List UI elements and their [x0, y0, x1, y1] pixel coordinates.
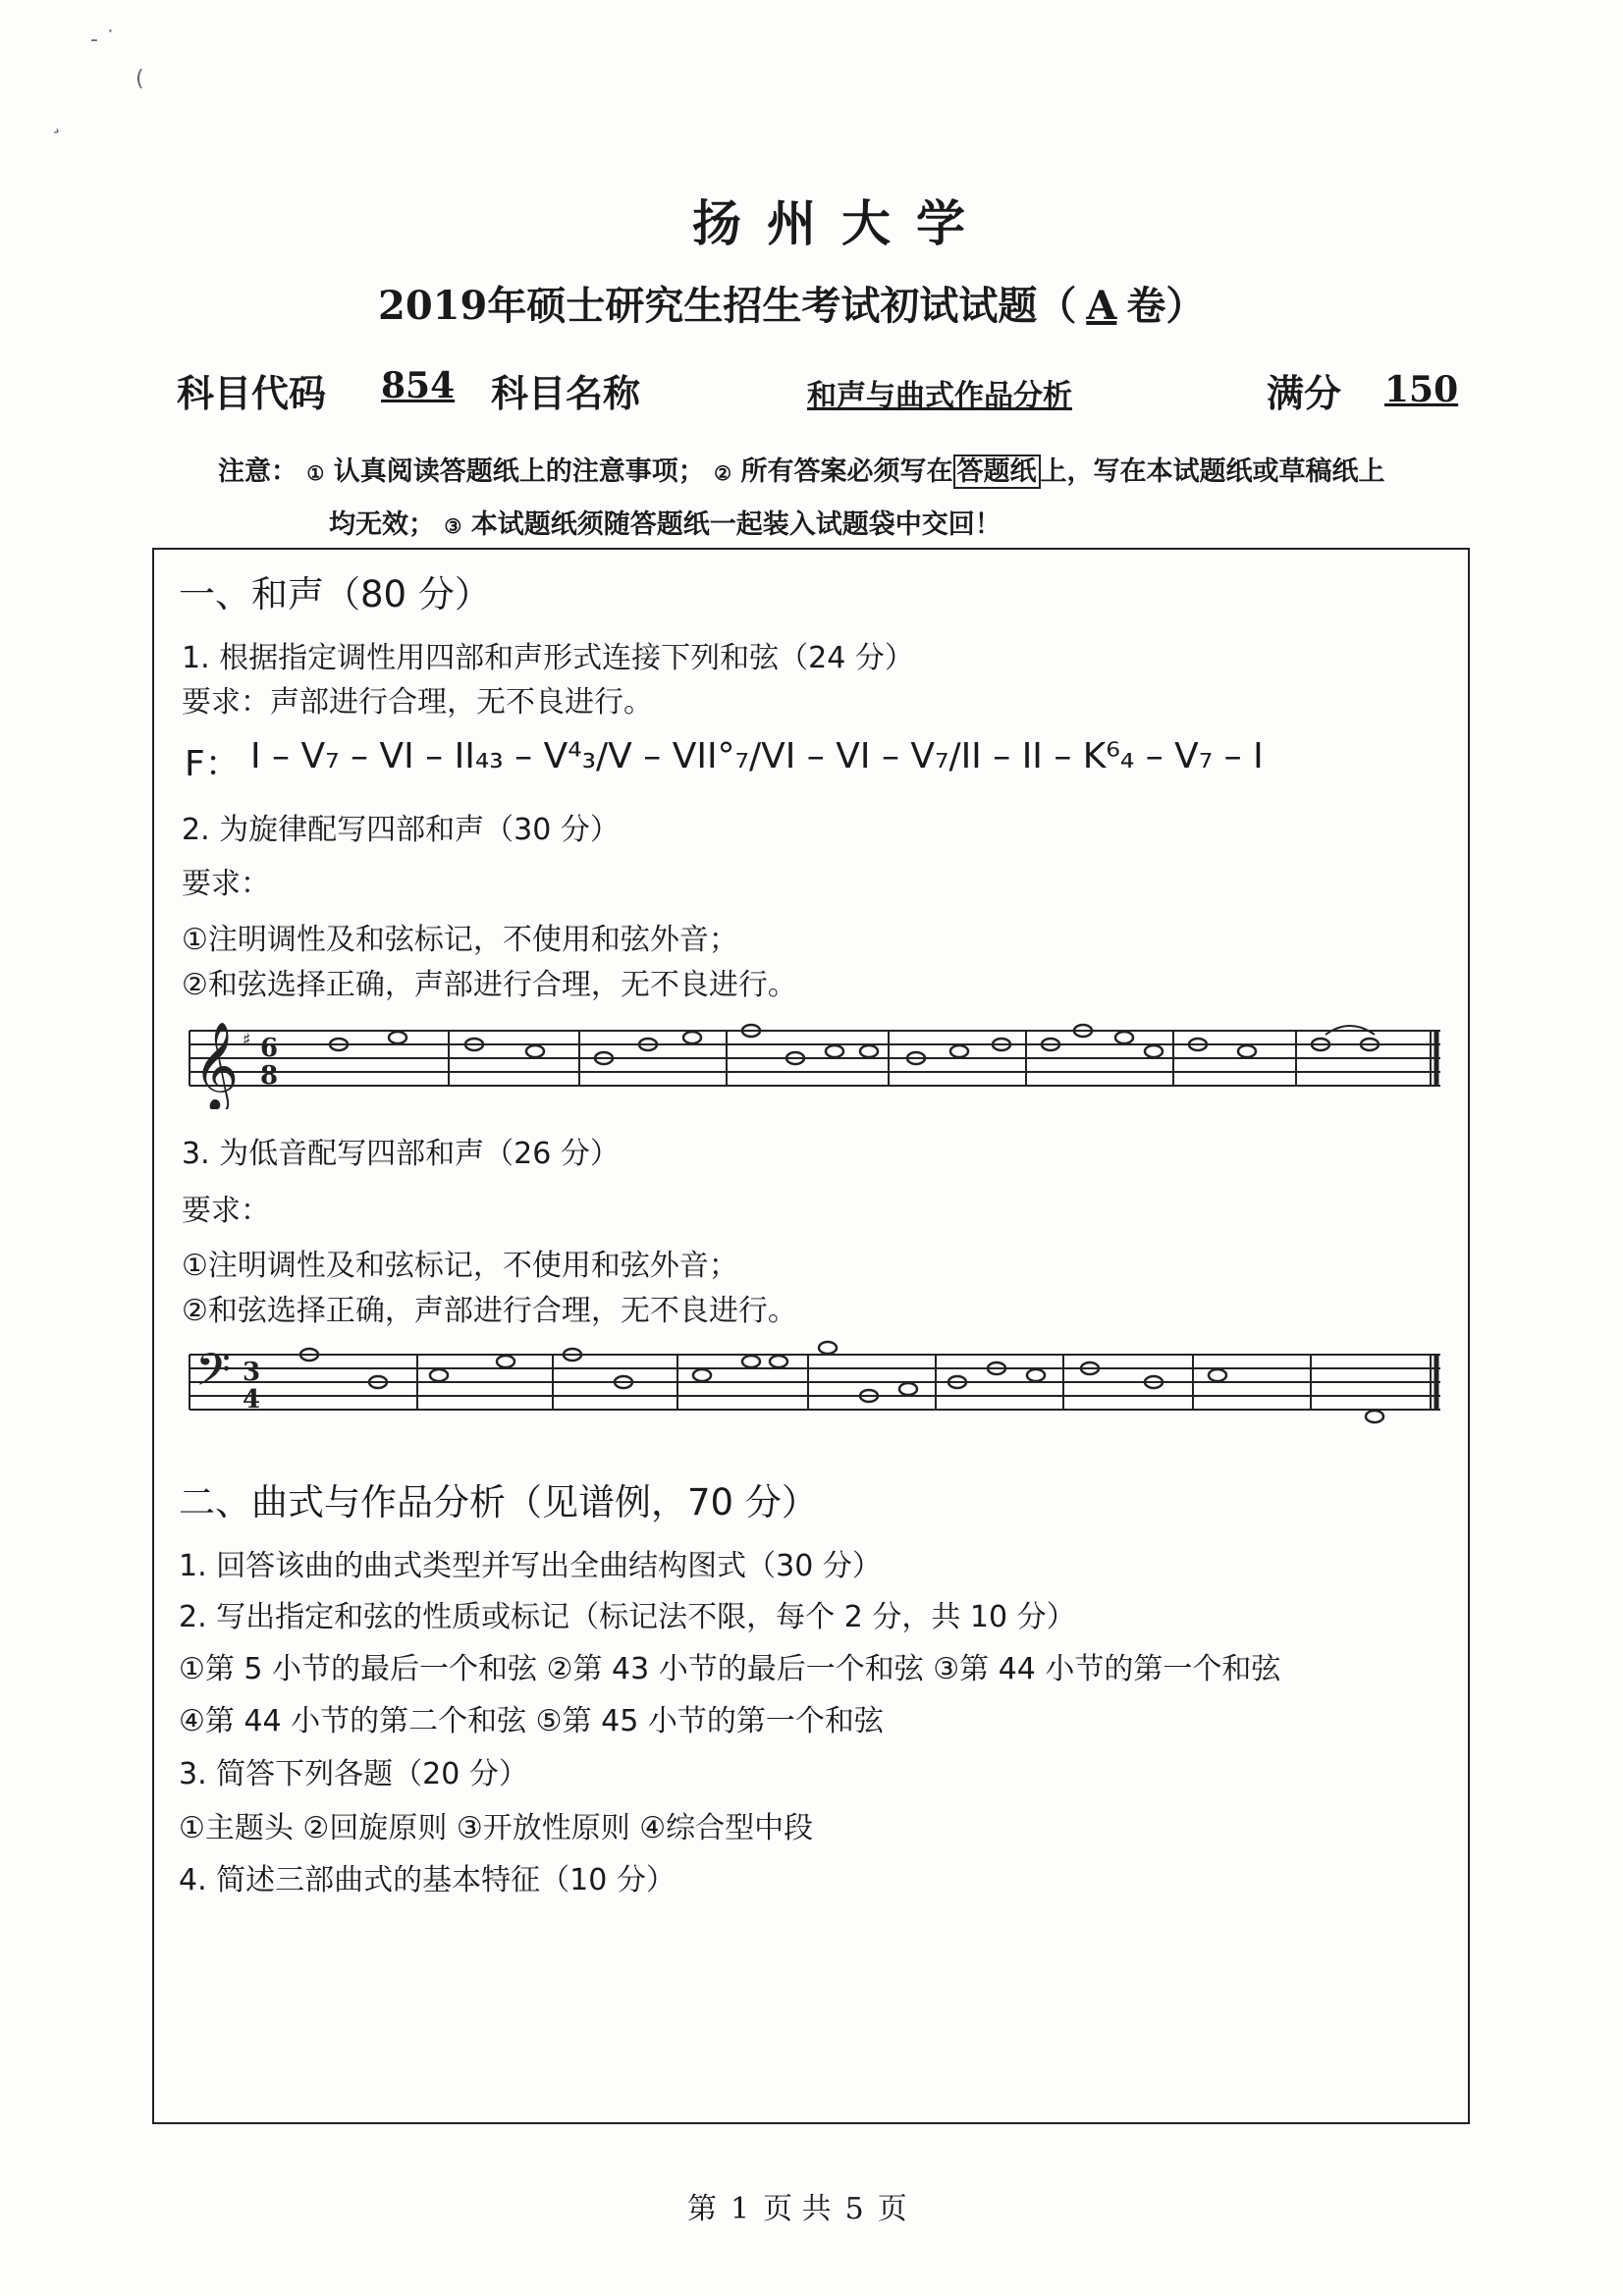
q1-chord-progression: I – V₇ – VI – II₄₃ – V⁴₃/V – VII°₇/VI – VI – V₇/II – II – K⁶₄ – V₇ – I — [250, 736, 1264, 776]
score-value: 150 — [1384, 369, 1459, 410]
s2-q3: 3. 简答下列各题（20 分） — [179, 1757, 528, 1791]
melody-note — [1115, 1032, 1133, 1043]
section-1-heading: 一、和声（80 分） — [179, 573, 491, 615]
q2-req-2: ②和弦选择正确，声部进行合理，无不良进行。 — [182, 968, 797, 1002]
score-label: 满分 — [1267, 371, 1342, 415]
footer-page: 1 — [730, 2192, 750, 2226]
notice-line-2 — [329, 503, 1001, 549]
time-signature-bottom: 8 — [260, 1061, 279, 1091]
bass-note — [1366, 1411, 1383, 1422]
footer-middle: 页 共 — [763, 2192, 832, 2226]
q2-title: 2. 为旋律配写四部和声（30 分） — [182, 813, 620, 847]
notice-line-1 — [218, 450, 1385, 496]
bass-note — [430, 1369, 448, 1381]
q3-req-2: ②和弦选择正确，声部进行合理，无不良进行。 — [182, 1294, 797, 1328]
exam-title-suffix: 卷） — [1126, 283, 1206, 329]
bass-note — [770, 1356, 787, 1367]
subject-value: 和声与曲式作品分析 — [807, 379, 1072, 413]
melody-staff — [182, 1011, 1448, 1109]
q3-req-label: 要求： — [182, 1194, 270, 1228]
notice-part-2b: 上，写在本试题纸或草稿纸上 — [1040, 456, 1385, 487]
page-footer — [687, 2184, 907, 2227]
notice-line-2b: 本试题纸须随答题纸一起装入试题袋中交回！ — [470, 509, 1001, 540]
melody-note — [950, 1045, 968, 1057]
section-2-heading: 二、曲式与作品分析（见谱例，70 分） — [179, 1481, 818, 1523]
q2-req-1: ①注明调性及和弦标记，不使用和弦外音； — [182, 923, 738, 957]
q1-key: F： — [185, 744, 241, 784]
bass-note — [819, 1342, 837, 1354]
footer-total: 5 — [844, 2192, 864, 2226]
s2-q1: 1. 回答该曲的曲式类型并写出全曲结构图式（30 分） — [179, 1549, 882, 1583]
bass-note — [1209, 1369, 1226, 1381]
notice-part-2a: 所有答案必须写在 — [740, 456, 953, 487]
bass-note — [1027, 1369, 1045, 1381]
melody-note — [860, 1045, 878, 1057]
melody-note — [1238, 1045, 1256, 1057]
subject-label: 科目名称 — [491, 371, 641, 415]
q2-req-label: 要求： — [182, 867, 270, 901]
s2-q4: 4. 简述三部曲式的基本特征（10 分） — [179, 1863, 676, 1897]
bass-note — [899, 1383, 917, 1395]
bass-note — [693, 1369, 711, 1381]
code-value: 854 — [381, 365, 456, 406]
scan-speck: - ˙ — [90, 27, 116, 52]
time-signature-top: 3 — [243, 1358, 261, 1387]
scan-speck: ( — [135, 67, 144, 91]
bass-note — [497, 1356, 514, 1367]
s2-q2: 2. 写出指定和弦的性质或标记（标记法不限，每个 2 分，共 10 分） — [179, 1600, 1076, 1634]
time-signature-bottom: 4 — [243, 1385, 261, 1415]
q3-req-1: ①注明调性及和弦标记，不使用和弦外音； — [182, 1249, 738, 1283]
answer-sheet-box: 答题纸 — [953, 454, 1041, 489]
notice-part-1: 认真阅读答题纸上的注意事项； — [333, 456, 705, 487]
notice-circle-3: ③ — [444, 514, 462, 538]
notice-line-2a: 均无效； — [329, 509, 435, 540]
exam-title-prefix: 2019年硕士研究生招生考试初试试题（ — [378, 283, 1077, 329]
q1-requirement: 要求：声部进行合理，无不良进行。 — [182, 685, 653, 720]
s2-q3-items: ①主题头 ②回旋原则 ③开放性原则 ④综合型中段 — [179, 1811, 814, 1845]
notice-label: 注意： — [218, 456, 298, 487]
time-signature-top: 6 — [260, 1034, 279, 1063]
q3-title: 3. 为低音配写四部和声（26 分） — [182, 1137, 620, 1171]
melody-note — [389, 1032, 406, 1043]
melody-note — [683, 1032, 701, 1043]
university-name: 扬州大学 — [692, 194, 991, 252]
notice-circle-2: ② — [714, 461, 732, 485]
footer-suffix: 页 — [877, 2192, 907, 2226]
bass-note — [742, 1356, 760, 1367]
exam-paper: A — [1086, 283, 1117, 329]
footer-prefix: 第 — [687, 2192, 717, 2226]
notice-circle-1: ① — [306, 461, 325, 485]
melody-note — [826, 1045, 843, 1057]
treble-clef-icon: 𝄞 — [193, 1022, 240, 1109]
s2-q2-items-1: ①第 5 小节的最后一个和弦 ②第 43 小节的最后一个和弦 ③第 44 小节的第一个和弦 — [179, 1652, 1281, 1686]
melody-note — [526, 1045, 544, 1057]
s2-q2-items-2: ④第 44 小节的第二个和弦 ⑤第 45 小节的第一个和弦 — [179, 1704, 884, 1738]
melody-note — [1145, 1045, 1163, 1057]
scan-speck: ¸ — [51, 110, 62, 134]
code-label: 科目代码 — [177, 371, 327, 415]
bass-staff — [182, 1335, 1448, 1433]
exam-title — [378, 275, 1205, 331]
q1-title: 1. 根据指定调性用四部和声形式连接下列和弦（24 分） — [182, 641, 914, 675]
bass-clef-icon: 𝄢 — [195, 1344, 232, 1408]
key-signature-sharp: ♯ — [243, 1030, 251, 1050]
